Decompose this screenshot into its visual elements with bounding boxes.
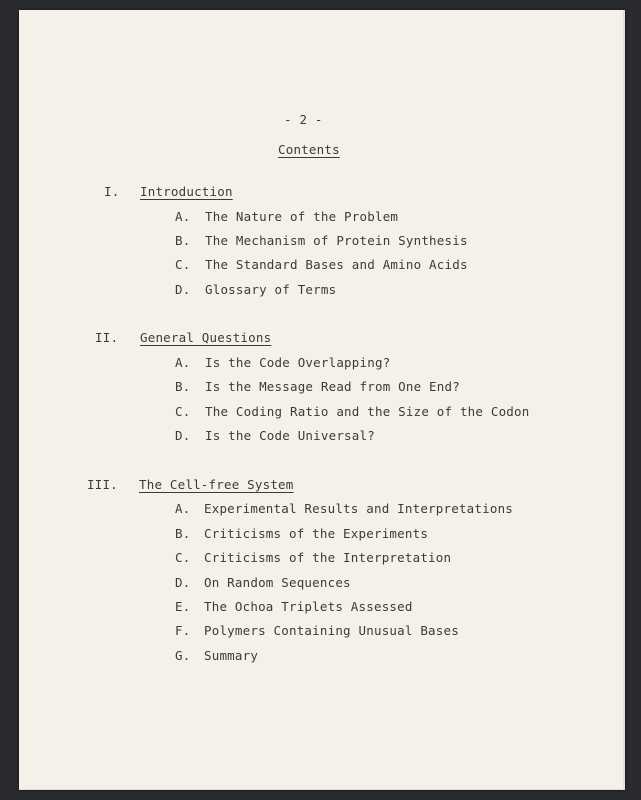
entry-title: Criticisms of the Experiments (204, 526, 429, 541)
entry-title: The Mechanism of Protein Synthesis (205, 233, 468, 248)
entry-letter: A. (175, 355, 191, 370)
entry-letter: C. (175, 404, 191, 419)
page-edge (19, 10, 625, 790)
entry-letter: C. (175, 550, 191, 565)
entry-title: Is the Code Universal? (205, 428, 375, 443)
entry-title: Is the Code Overlapping? (205, 355, 391, 370)
entry-letter: G. (175, 648, 191, 663)
entry-letter: A. (175, 501, 191, 516)
entry-letter: A. (175, 209, 191, 224)
entry-title: The Ochoa Triplets Assessed (204, 599, 413, 614)
entry-letter: D. (175, 575, 191, 590)
section-heading: General Questions (140, 330, 272, 345)
entry-title: Polymers Containing Unusual Bases (204, 623, 459, 638)
section-numeral: I. (104, 184, 120, 199)
entry-letter: B. (175, 379, 191, 394)
entry-letter: B. (175, 526, 191, 541)
entry-letter: F. (175, 623, 191, 638)
document-page (19, 10, 625, 790)
entry-letter: E. (175, 599, 191, 614)
entry-title: Is the Message Read from One End? (205, 379, 460, 394)
contents-title: Contents (278, 142, 340, 157)
entry-letter: C. (175, 257, 191, 272)
entry-title: On Random Sequences (204, 575, 351, 590)
entry-letter: D. (175, 428, 191, 443)
section-numeral: III. (87, 477, 118, 492)
section-heading: Introduction (140, 184, 233, 199)
entry-title: Glossary of Terms (205, 282, 337, 297)
section-numeral: II. (95, 330, 119, 345)
page-number: - 2 - (284, 112, 323, 127)
section-heading: The Cell-free System (139, 477, 294, 492)
entry-title: The Nature of the Problem (205, 209, 399, 224)
entry-title: Summary (204, 648, 259, 663)
entry-title: Criticisms of the Interpretation (204, 550, 452, 565)
entry-title: Experimental Results and Interpretations (204, 501, 514, 516)
entry-letter: B. (175, 233, 191, 248)
entry-letter: D. (175, 282, 191, 297)
entry-title: The Standard Bases and Amino Acids (205, 257, 468, 272)
entry-title: The Coding Ratio and the Size of the Codon (205, 404, 530, 419)
